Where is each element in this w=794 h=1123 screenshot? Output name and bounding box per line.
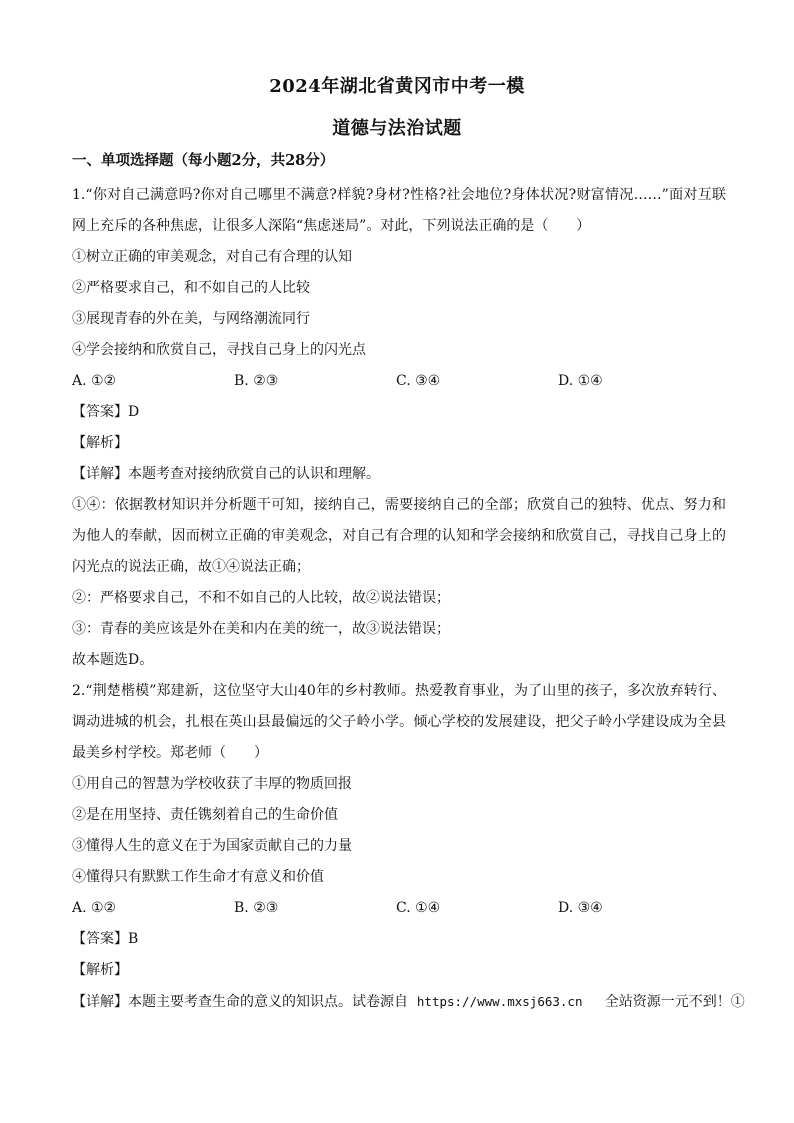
option-b: B. ②③ xyxy=(234,373,279,389)
question-1-item-1: ①树立正确的审美观念，对自己有合理的认知 xyxy=(72,249,352,265)
question-2-answer: 【答案】B xyxy=(72,931,139,947)
question-2-item-3: ③懂得人生的意义在于为国家贡献自己的力量 xyxy=(72,838,352,854)
source-link[interactable]: https://www.mxsj663.cn xyxy=(416,994,583,1009)
question-1-conclusion: 故本题选D。 xyxy=(72,652,154,668)
question-2-analysis-label: 【解析】 xyxy=(72,962,128,978)
question-1-detail: 【详解】本题考查对接纳欣赏自己的认识和理解。 xyxy=(72,466,380,482)
section-heading: 一、单项选择题（每小题2分，共28分） xyxy=(72,152,335,169)
question-1-item-2: ②严格要求自己，和不如自己的人比较 xyxy=(72,280,310,296)
document-body xyxy=(72,180,745,1018)
question-1-stem: 1.“你对自己满意吗?你对自己哪里不满意?样貌?身材?性格?社会地位?身体状况?财富情况……”面对互联网上充斥的各种焦虑，让很多人深陷“焦虑迷局”。对此，下列说法正确的是（ ） xyxy=(72,187,726,234)
question-2-detail-line xyxy=(72,986,745,1018)
question-1-item-4: ④学会接纳和欣赏自己，寻找自己身上的闪光点 xyxy=(72,342,366,358)
option-c: C. ③④ xyxy=(396,373,441,389)
option-b: B. ②③ xyxy=(234,900,279,916)
question-1-explain-3: ③：青春的美应该是外在美和内在美的统一，故③说法错误； xyxy=(72,621,450,637)
option-a: A. ①② xyxy=(72,373,117,389)
promo-text: 全站资源一元不到！① xyxy=(604,994,745,1010)
question-2-item-2: ②是在用坚持、责任镌刻着自己的生命价值 xyxy=(72,807,338,823)
option-d: D. ①④ xyxy=(558,373,603,389)
question-2-detail: 【详解】本题主要考查生命的意义的知识点。 xyxy=(72,994,352,1010)
question-2-item-1: ①用自己的智慧为学校收获了丰厚的物质回报 xyxy=(72,776,352,792)
question-1-item-3: ③展现青春的外在美，与网络潮流同行 xyxy=(72,311,310,327)
question-1-explain-2: ②：严格要求自己，不和不如自己的人比较，故②说法错误； xyxy=(72,590,450,606)
question-1-answer: 【答案】D xyxy=(72,404,140,420)
question-2-options xyxy=(72,893,726,924)
question-1-options xyxy=(72,366,726,397)
source-label: 试卷源自 xyxy=(352,994,408,1010)
question-1-explain-1: ①④：依据教材知识并分析题干可知，接纳自己，需要接纳自己的全部；欣赏自己的独特、优点、努力和为他人的奉献，因而树立正确的审美观念，对自己有合理的认知和学会接纳和欣赏自己，寻找自己身上的闪光点的说法正确，故①④说法正确； xyxy=(72,497,726,575)
question-1-analysis-label: 【解析】 xyxy=(72,435,128,451)
option-c: C. ①④ xyxy=(396,900,441,916)
document-title: 2024年湖北省黄冈市中考一模 xyxy=(269,76,525,97)
question-2-stem: 2.“荆楚楷模”郑建新，这位坚守大山40年的乡村教师。热爱教育事业，为了山里的孩子，多次放弃转行、调动进城的机会，扎根在英山县最偏远的父子岭小学。倾心学校的发展建设，把父子岭小学建设成为全县最美乡村学校。郑老师（ ） xyxy=(72,683,726,761)
document-subtitle: 道德与法治试题 xyxy=(332,118,462,139)
question-2-item-4: ④懂得只有默默工作生命才有意义和价值 xyxy=(72,869,324,885)
option-d: D. ③④ xyxy=(558,900,603,916)
option-a: A. ①② xyxy=(72,900,117,916)
